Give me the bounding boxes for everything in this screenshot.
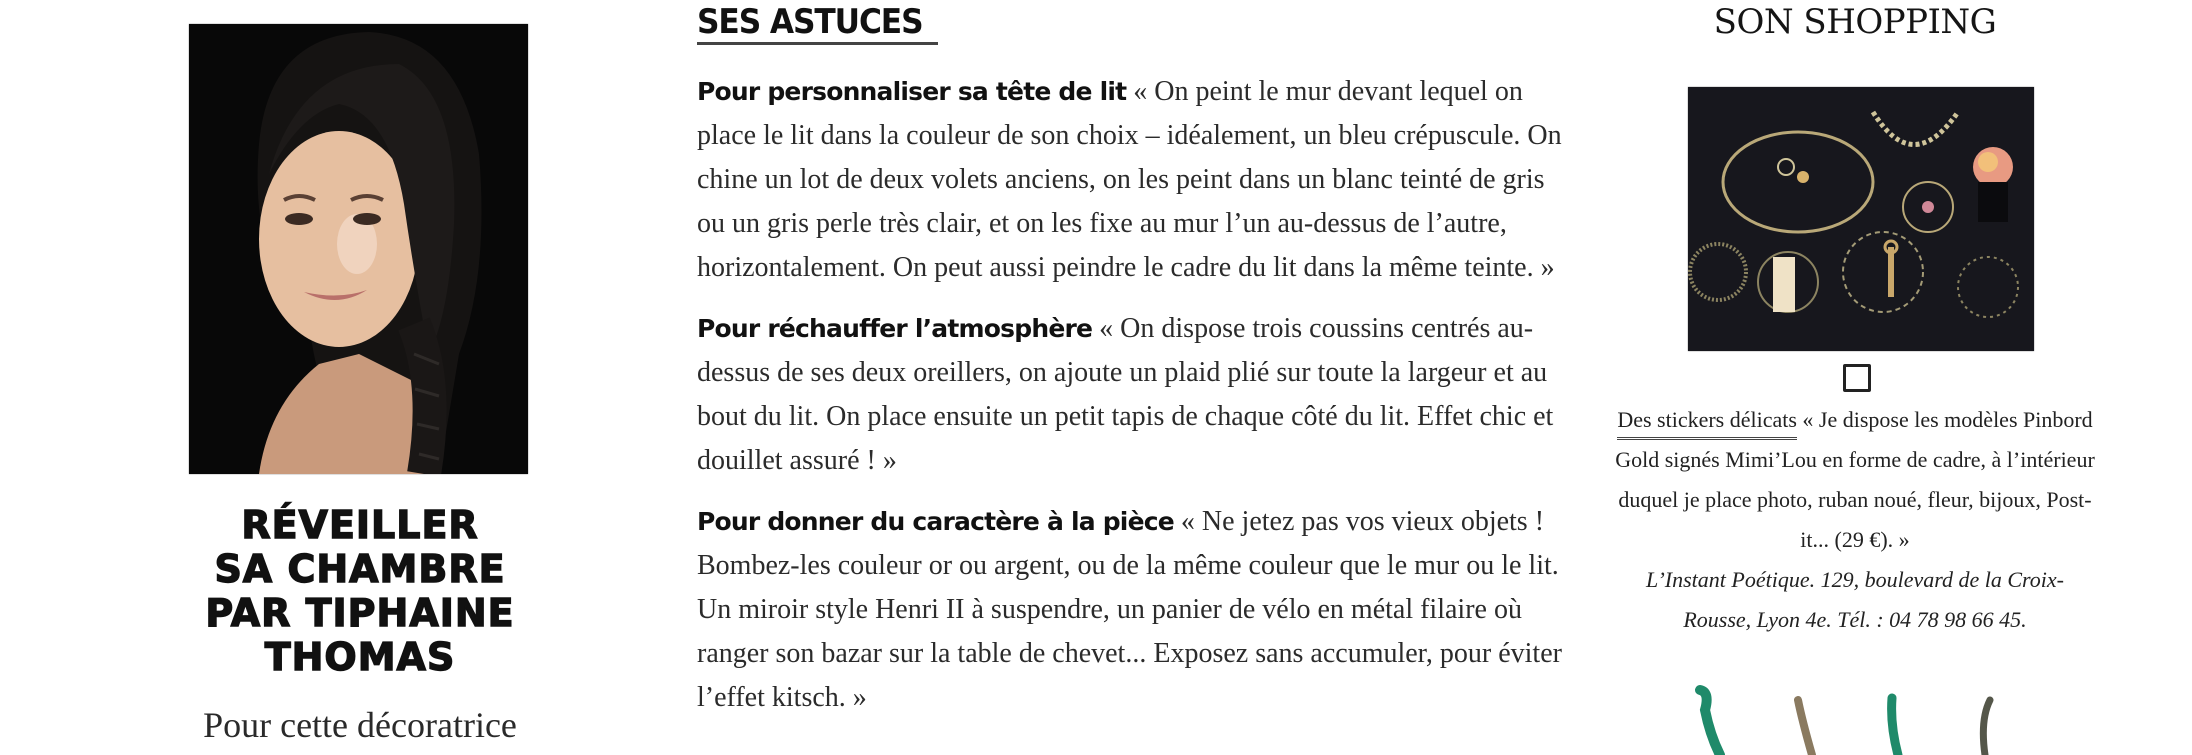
article-headline xyxy=(150,503,570,679)
caption-lead: Des stickers délicats xyxy=(1617,403,1797,440)
headline-line-4: THOMAS xyxy=(264,635,456,679)
caption-text: « Je dispose les modèles Pinbord Gold signés Mimi’Lou en forme de cadre, à l’intérieur duquel je place photo, ruban noué, fleur, bijoux, Post-it... (29 €). » xyxy=(1615,407,2095,552)
tip-character xyxy=(697,500,1567,720)
tip-lead: Pour donner du caractère à la pièce xyxy=(697,507,1174,536)
headline-line-2: SA CHAMBRE xyxy=(214,547,506,591)
shopping-caption xyxy=(1615,400,2095,640)
tips-section-title: SES ASTUCES xyxy=(697,2,923,42)
headline-line-1: RÉVEILLER xyxy=(241,503,479,547)
headline-line-3: PAR TIPHAINE xyxy=(205,591,515,635)
tip-text: « On dispose trois coussins centrés au-dessus de ses deux oreillers, on ajoute un plaid plié sur toute la largeur et au bout du lit. On place ensuite un petit tapis de chaque côté du lit. Effet chic et douillet assuré ! » xyxy=(697,313,1554,476)
tips-list xyxy=(697,70,1567,737)
shop-address: L’Instant Poétique. 129, boulevard de la Croix-Rousse, Lyon 4e. Tél. : 04 78 98 66 45. xyxy=(1646,567,2064,632)
shopping-section-title: SON SHOPPING xyxy=(1713,2,1997,42)
tip-lead: Pour réchauffer l’atmosphère xyxy=(697,314,1093,343)
tip-headboard xyxy=(697,70,1567,290)
portrait-photo xyxy=(189,24,528,474)
figurines-image xyxy=(1680,680,2040,755)
tips-title-underline xyxy=(697,42,938,45)
stickers-image xyxy=(1688,87,2034,351)
portrait-image xyxy=(189,24,528,474)
tip-atmosphere xyxy=(697,307,1567,483)
tip-text: « Ne jetez pas vos vieux objets ! Bombez-les couleur or ou argent, ou de la même couleur que le mur ou le lit. Un miroir style Henri II à suspendre, un panier de vélo en métal filaire où ranger son bazar sur la table de chevet... Exposez sans accumuler, pour éviter l’effet kitsch. » xyxy=(697,506,1562,713)
select-checkbox[interactable] xyxy=(1843,364,1871,392)
shopping-product-photo xyxy=(1688,87,2034,351)
article-intro: Pour cette décoratrice xyxy=(203,705,517,745)
tip-lead: Pour personnaliser sa tête de lit xyxy=(697,77,1127,106)
figurines-photo xyxy=(1680,680,2040,755)
tip-text: « On peint le mur devant lequel on place le lit dans la couleur de son choix – idéalement, un bleu crépuscule. On chine un lot de deux volets anciens, on les peint dans un blanc teinté de gris ou un gris perle très clair, et on les fixe au mur l’un au-dessus de l’autre, horizontalement. On peut aussi peindre le cadre du lit dans la même teinte. » xyxy=(697,76,1562,283)
